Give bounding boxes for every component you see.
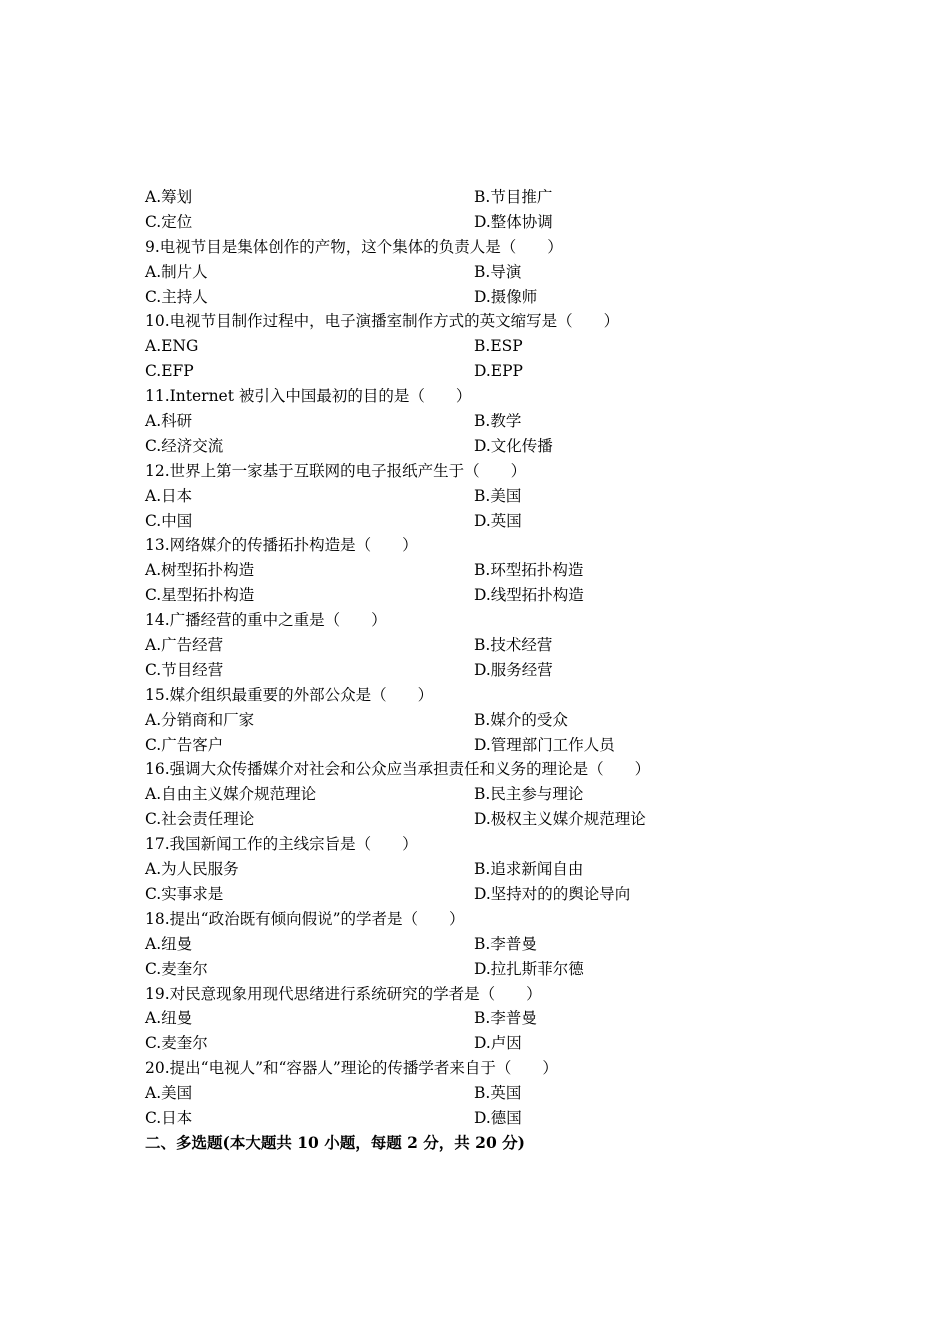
option-c: C.实事求是 xyxy=(145,884,224,903)
option-row xyxy=(145,658,845,683)
option-row xyxy=(145,882,845,907)
option-b: B.环型拓扑构造 xyxy=(474,561,584,580)
option-b: B.李普曼 xyxy=(474,934,537,953)
option-c: C.EFP xyxy=(145,362,194,381)
option-row xyxy=(145,932,845,957)
option-row xyxy=(145,583,845,608)
option-b: B.美国 xyxy=(474,486,522,505)
option-c: C.经济交流 xyxy=(145,436,224,455)
option-a: A.日本 xyxy=(145,486,193,505)
question-stem: 12.世界上第一家基于互联网的电子报纸产生于（ ） xyxy=(145,461,527,480)
option-b: B.媒介的受众 xyxy=(474,710,568,729)
option-c: C.社会责任理论 xyxy=(145,810,255,829)
option-c: C.广告客户 xyxy=(145,735,224,754)
option-c: C.麦奎尔 xyxy=(145,1034,208,1053)
option-c: C.中国 xyxy=(145,511,193,530)
option-a: A.ENG xyxy=(145,337,199,356)
option-c: C.麦奎尔 xyxy=(145,959,208,978)
question-stem: 16.强调大众传播媒介对社会和公众应当承担责任和义务的理论是（ ） xyxy=(145,760,651,779)
question-stem: 15.媒介组织最重要的外部公众是（ ） xyxy=(145,685,434,704)
option-c: C.主持人 xyxy=(145,287,208,306)
option-d: D.服务经营 xyxy=(474,660,553,679)
option-b: B.教学 xyxy=(474,412,522,431)
question-stem: 19.对民意现象用现代思绪进行系统研究的学者是（ ） xyxy=(145,984,542,1003)
option-row xyxy=(145,1081,845,1106)
question-stem: 10.电视节目制作过程中，电子演播室制作方式的英文缩写是（ ） xyxy=(145,312,620,331)
option-d: D.摄像师 xyxy=(474,287,538,306)
option-row xyxy=(145,434,845,459)
option-row xyxy=(145,857,845,882)
question-stem: 17.我国新闻工作的主线宗旨是（ ） xyxy=(145,835,418,854)
option-b: B.导演 xyxy=(474,262,522,281)
option-row xyxy=(145,708,845,733)
option-row xyxy=(145,260,845,285)
option-a: A.筹划 xyxy=(145,188,193,206)
option-b: B.技术经营 xyxy=(474,636,553,655)
option-row xyxy=(145,359,845,384)
option-c: C.定位 xyxy=(145,212,193,231)
question-stem: 20.提出“电视人”和“容器人”理论的传播学者来自于（ ） xyxy=(145,1059,558,1078)
option-a: A.分销商和厂家 xyxy=(145,710,255,729)
option-row xyxy=(145,210,845,235)
option-a: A.树型拓扑构造 xyxy=(145,561,255,580)
option-d: D.拉扎斯菲尔德 xyxy=(474,959,584,978)
option-d: D.文化传播 xyxy=(474,436,553,455)
option-row xyxy=(145,807,845,832)
option-row xyxy=(145,782,845,807)
option-d: D.德国 xyxy=(474,1108,522,1127)
option-b: B.民主参与理论 xyxy=(474,785,584,804)
option-b: B.节目推广 xyxy=(474,188,553,206)
option-b: B.英国 xyxy=(474,1084,522,1103)
question-stem: 13.网络媒介的传播拓扑构造是（ ） xyxy=(145,536,418,555)
exam-document xyxy=(145,185,845,1156)
option-row xyxy=(145,733,845,758)
option-row xyxy=(145,484,845,509)
option-d: D.英国 xyxy=(474,511,522,530)
question-stem: 11.Internet 被引入中国最初的目的是（ ） xyxy=(145,387,472,406)
option-row xyxy=(145,285,845,310)
option-row xyxy=(145,509,845,534)
option-c: C.星型拓扑构造 xyxy=(145,586,255,605)
option-c: C.日本 xyxy=(145,1108,193,1127)
option-d: D.极权主义媒介规范理论 xyxy=(474,810,646,829)
question-stem: 14.广播经营的重中之重是（ ） xyxy=(145,611,387,630)
option-row xyxy=(145,334,845,359)
option-row xyxy=(145,1106,845,1131)
question-list xyxy=(145,235,845,1131)
option-b: B.李普曼 xyxy=(474,1009,537,1028)
option-b: B.追求新闻自由 xyxy=(474,860,584,879)
option-a: A.制片人 xyxy=(145,262,208,281)
question-stem: 18.提出“政治既有倾向假说”的学者是（ ） xyxy=(145,909,465,928)
option-a: A.纽曼 xyxy=(145,934,193,953)
option-a: A.广告经营 xyxy=(145,636,224,655)
option-a: A.科研 xyxy=(145,412,193,431)
option-row xyxy=(145,409,845,434)
option-c: C.节目经营 xyxy=(145,660,224,679)
option-row xyxy=(145,1031,845,1056)
option-d: D.坚持对的的舆论导向 xyxy=(474,884,631,903)
option-d: D.整体协调 xyxy=(474,212,553,231)
option-row xyxy=(145,633,845,658)
option-a: A.纽曼 xyxy=(145,1009,193,1028)
option-row xyxy=(145,1006,845,1031)
option-d: D.卢因 xyxy=(474,1034,522,1053)
option-a: A.为人民服务 xyxy=(145,860,239,879)
question-stem: 9.电视节目是集体创作的产物，这个集体的负责人是（ ） xyxy=(145,237,563,256)
option-d: D.管理部门工作人员 xyxy=(474,735,615,754)
option-row xyxy=(145,558,845,583)
option-d: D.EPP xyxy=(474,362,523,381)
option-b: B.ESP xyxy=(474,337,523,356)
option-row xyxy=(145,185,845,210)
option-a: A.自由主义媒介规范理论 xyxy=(145,785,317,804)
section-heading: 二、多选题(本大题共 10 小题，每题 2 分，共 20 分) xyxy=(145,1132,525,1152)
option-row xyxy=(145,957,845,982)
option-a: A.美国 xyxy=(145,1084,193,1103)
option-d: D.线型拓扑构造 xyxy=(474,586,584,605)
